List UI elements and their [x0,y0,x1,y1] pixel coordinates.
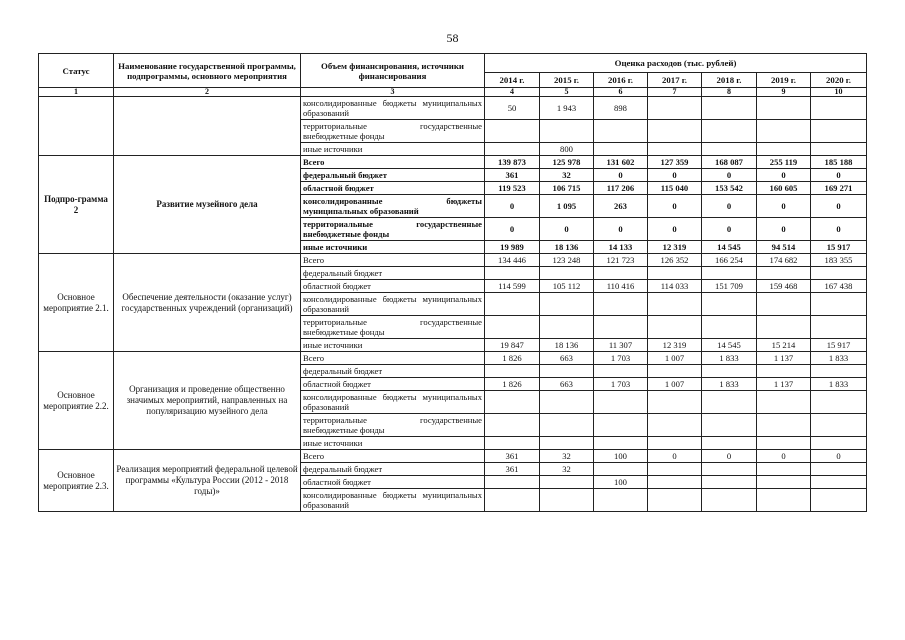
value-cell [811,463,867,476]
page-number: 58 [446,31,459,45]
status-cell: Основное мероприятие 2.2. [39,352,114,450]
value-cell [757,489,811,512]
value-cell: 11 307 [594,339,648,352]
column-number: 9 [757,88,811,97]
value-cell [702,120,757,143]
value-cell [811,476,867,489]
value-cell [594,120,648,143]
value-cell [485,476,540,489]
value-cell: 1 137 [757,352,811,365]
status-cell: Подпро-грамма 2 [39,156,114,254]
value-cell: 125 978 [540,156,594,169]
value-cell [702,463,757,476]
value-cell [648,463,702,476]
header-year: 2015 г. [540,73,594,88]
value-cell: 160 605 [757,182,811,195]
value-cell: 32 [540,463,594,476]
value-cell: 1 703 [594,352,648,365]
value-cell: 14 133 [594,241,648,254]
value-cell [648,293,702,316]
value-cell [540,391,594,414]
value-cell: 174 682 [757,254,811,267]
table-row [39,156,867,169]
source-cell: федеральный бюджет [301,267,485,280]
source-cell: консолидированные бюджеты муниципальных образований [301,293,485,316]
value-cell [702,293,757,316]
value-cell [648,414,702,437]
value-cell: 168 087 [702,156,757,169]
group-continuation [39,97,867,156]
value-cell [540,316,594,339]
value-cell: 114 033 [648,280,702,293]
value-cell: 0 [702,450,757,463]
value-cell [757,293,811,316]
header-status: Статус [39,54,114,88]
value-cell: 1 703 [594,378,648,391]
value-cell: 1 095 [540,195,594,218]
value-cell: 139 873 [485,156,540,169]
status-cell [39,97,114,156]
value-cell [485,267,540,280]
value-cell: 1 137 [757,378,811,391]
value-cell [811,414,867,437]
value-cell [702,489,757,512]
value-cell [702,316,757,339]
value-cell [757,437,811,450]
value-cell: 0 [540,218,594,241]
value-cell [540,489,594,512]
value-cell [648,489,702,512]
value-cell: 100 [594,450,648,463]
value-cell: 0 [594,169,648,182]
header-estimate: Оценка расходов (тыс. рублей) [485,54,867,73]
column-number: 6 [594,88,648,97]
value-cell: 0 [757,450,811,463]
value-cell: 50 [485,97,540,120]
value-cell: 19 847 [485,339,540,352]
value-cell [485,293,540,316]
value-cell [648,391,702,414]
value-cell: 151 709 [702,280,757,293]
value-cell: 1 833 [811,352,867,365]
value-cell [485,143,540,156]
program-cell: Обеспечение деятельности (оказание услуг) государственных учреждений (организаций) [114,254,301,352]
header-year: 2017 г. [648,73,702,88]
value-cell: 0 [811,218,867,241]
column-number: 7 [648,88,702,97]
source-cell: Всего [301,156,485,169]
value-cell: 117 206 [594,182,648,195]
table-row [39,352,867,365]
program-cell: Развитие музейного дела [114,156,301,254]
value-cell: 183 355 [811,254,867,267]
value-cell [757,476,811,489]
value-cell [485,316,540,339]
value-cell: 105 112 [540,280,594,293]
value-cell [485,365,540,378]
value-cell: 114 599 [485,280,540,293]
source-cell: консолидированные бюджеты муниципальных образований [301,391,485,414]
column-number: 10 [811,88,867,97]
value-cell [702,267,757,280]
value-cell: 110 416 [594,280,648,293]
value-cell: 663 [540,378,594,391]
value-cell [757,97,811,120]
program-cell [114,97,301,156]
source-cell: территориальные государственные внебюджетные фонды [301,316,485,339]
value-cell: 127 359 [648,156,702,169]
value-cell [594,463,648,476]
source-cell: консолидированные бюджеты муниципальных образований [301,97,485,120]
header-financing: Объем финансирования, источники финансирования [301,54,485,88]
value-cell [485,489,540,512]
value-cell [757,391,811,414]
source-cell: федеральный бюджет [301,365,485,378]
source-cell: иные источники [301,241,485,254]
value-cell [485,391,540,414]
value-cell: 121 723 [594,254,648,267]
value-cell [540,365,594,378]
value-cell: 0 [757,218,811,241]
value-cell: 361 [485,169,540,182]
value-cell [540,476,594,489]
source-cell: Всего [301,352,485,365]
value-cell: 32 [540,169,594,182]
source-cell: Всего [301,450,485,463]
value-cell: 166 254 [702,254,757,267]
value-cell: 0 [702,169,757,182]
value-cell: 32 [540,450,594,463]
value-cell [702,97,757,120]
table-row [39,97,867,120]
value-cell [811,365,867,378]
value-cell [485,414,540,437]
value-cell [702,476,757,489]
value-cell [594,414,648,437]
value-cell [648,476,702,489]
value-cell: 0 [485,195,540,218]
value-cell [811,120,867,143]
value-cell: 14 545 [702,339,757,352]
value-cell [540,120,594,143]
value-cell [648,316,702,339]
value-cell: 94 514 [757,241,811,254]
value-cell [540,267,594,280]
value-cell: 1 007 [648,378,702,391]
value-cell [540,414,594,437]
value-cell: 0 [757,169,811,182]
status-cell: Основное мероприятие 2.1. [39,254,114,352]
status-cell: Основное мероприятие 2.3. [39,450,114,512]
value-cell: 1 833 [702,352,757,365]
group-subprogram-2 [39,156,867,254]
value-cell [540,293,594,316]
value-cell [702,437,757,450]
value-cell: 255 119 [757,156,811,169]
value-cell: 361 [485,463,540,476]
value-cell: 19 989 [485,241,540,254]
value-cell [594,365,648,378]
value-cell [702,365,757,378]
value-cell: 18 136 [540,241,594,254]
group-activity-2-2 [39,352,867,450]
header-year: 2014 г. [485,73,540,88]
value-cell: 898 [594,97,648,120]
value-cell: 185 188 [811,156,867,169]
value-cell [811,437,867,450]
value-cell [811,293,867,316]
value-cell: 12 319 [648,241,702,254]
value-cell: 1 826 [485,352,540,365]
value-cell: 126 352 [648,254,702,267]
value-cell [594,316,648,339]
value-cell: 134 446 [485,254,540,267]
value-cell [594,437,648,450]
value-cell: 0 [811,169,867,182]
table-row [39,450,867,463]
source-cell: областной бюджет [301,182,485,195]
value-cell: 169 271 [811,182,867,195]
value-cell [594,143,648,156]
program-cell: Реализация мероприятий федеральной целевой программы «Культура России (2012 - 2018 годы)» [114,450,301,512]
value-cell: 1 826 [485,378,540,391]
value-cell [757,414,811,437]
value-cell: 123 248 [540,254,594,267]
value-cell: 153 542 [702,182,757,195]
value-cell: 0 [757,195,811,218]
value-cell: 131 602 [594,156,648,169]
source-cell: областной бюджет [301,476,485,489]
value-cell [811,391,867,414]
value-cell [811,267,867,280]
value-cell [594,489,648,512]
source-cell: иные источники [301,143,485,156]
value-cell: 1 943 [540,97,594,120]
value-cell: 663 [540,352,594,365]
value-cell [648,267,702,280]
financing-table [38,53,867,512]
value-cell: 0 [811,450,867,463]
value-cell [594,391,648,414]
header-program: Наименование государственной программы, подпрограммы, основного мероприятия [114,54,301,88]
value-cell: 0 [702,218,757,241]
value-cell: 15 917 [811,339,867,352]
header-year: 2020 г. [811,73,867,88]
source-cell: консолидированные бюджеты муниципальных образований [301,195,485,218]
source-cell: Всего [301,254,485,267]
value-cell [648,365,702,378]
value-cell: 0 [648,450,702,463]
value-cell: 167 438 [811,280,867,293]
value-cell: 0 [485,218,540,241]
value-cell: 1 833 [702,378,757,391]
value-cell: 1 007 [648,352,702,365]
value-cell [811,316,867,339]
value-cell: 0 [811,195,867,218]
value-cell [757,143,811,156]
column-number: 5 [540,88,594,97]
value-cell [648,97,702,120]
value-cell [757,267,811,280]
value-cell: 15 214 [757,339,811,352]
column-number: 8 [702,88,757,97]
value-cell: 12 319 [648,339,702,352]
value-cell: 361 [485,450,540,463]
value-cell: 0 [648,195,702,218]
value-cell [757,120,811,143]
value-cell [648,143,702,156]
header-year: 2018 г. [702,73,757,88]
table-row [39,254,867,267]
source-cell: областной бюджет [301,280,485,293]
value-cell [648,120,702,143]
value-cell: 0 [648,169,702,182]
header-year: 2016 г. [594,73,648,88]
group-activity-2-3 [39,450,867,512]
value-cell [702,143,757,156]
value-cell: 1 833 [811,378,867,391]
value-cell [485,120,540,143]
group-activity-2-1 [39,254,867,352]
value-cell: 18 136 [540,339,594,352]
value-cell: 0 [594,218,648,241]
header-year: 2019 г. [757,73,811,88]
value-cell [485,437,540,450]
source-cell: иные источники [301,437,485,450]
value-cell [594,293,648,316]
value-cell [648,437,702,450]
value-cell [811,489,867,512]
value-cell [702,391,757,414]
value-cell: 106 715 [540,182,594,195]
source-cell: консолидированные бюджеты муниципальных образований [301,489,485,512]
value-cell: 100 [594,476,648,489]
value-cell [757,463,811,476]
value-cell: 0 [702,195,757,218]
source-cell: федеральный бюджет [301,463,485,476]
source-cell: федеральный бюджет [301,169,485,182]
value-cell: 115 040 [648,182,702,195]
source-cell: территориальные государственные внебюджетные фонды [301,218,485,241]
value-cell [811,97,867,120]
column-number: 4 [485,88,540,97]
value-cell [811,143,867,156]
column-number: 3 [301,88,485,97]
source-cell: территориальные государственные внебюджетные фонды [301,120,485,143]
value-cell [702,414,757,437]
value-cell [757,365,811,378]
column-number: 2 [114,88,301,97]
column-number: 1 [39,88,114,97]
value-cell: 159 468 [757,280,811,293]
value-cell [594,267,648,280]
value-cell: 0 [648,218,702,241]
value-cell: 119 523 [485,182,540,195]
source-cell: иные источники [301,339,485,352]
value-cell: 800 [540,143,594,156]
value-cell: 263 [594,195,648,218]
source-cell: территориальные государственные внебюджетные фонды [301,414,485,437]
source-cell: областной бюджет [301,378,485,391]
value-cell [757,316,811,339]
value-cell: 15 917 [811,241,867,254]
program-cell: Организация и проведение общественно значимых мероприятий, направленных на популяризацию музейного дела [114,352,301,450]
value-cell: 14 545 [702,241,757,254]
value-cell [540,437,594,450]
